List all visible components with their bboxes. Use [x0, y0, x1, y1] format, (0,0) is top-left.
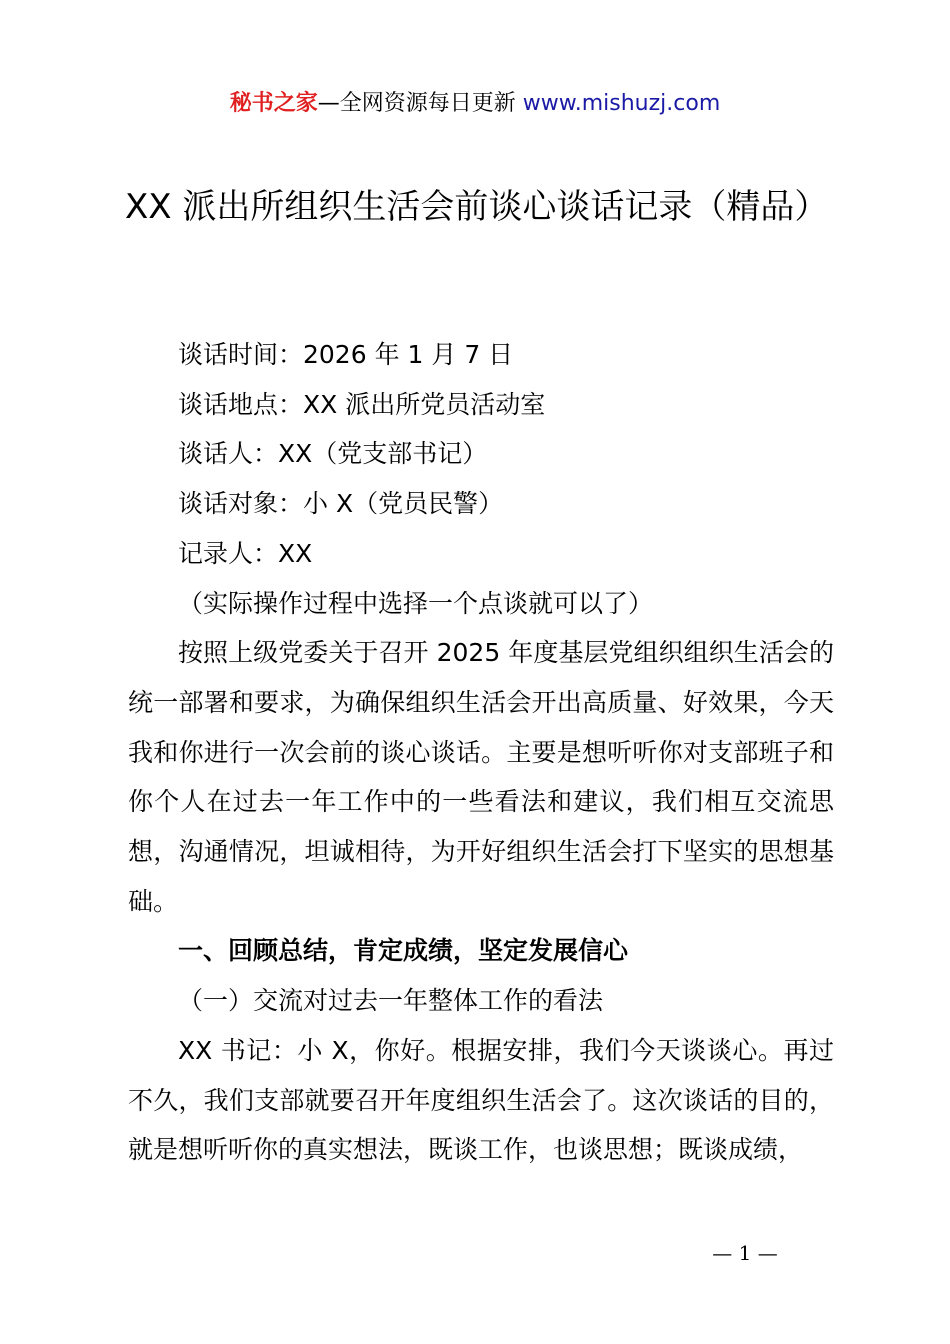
- operation-note: （实际操作过程中选择一个点谈就可以了）: [178, 588, 654, 618]
- intro-paragraph: 按照上级党委关于召开 2025 年度基层党组织组织生活会的统一部署和要求，为确保组织生活会开出高质量、好效果，今天我和你进行一次会前的谈心谈话。主要是想听听你对支部班子和你个人在过去一年工作中的一些看法和建议，我们相互交流思想，沟通情况，坦诚相待，为开好组织生活会打下坚实的思想基础。: [128, 638, 834, 916]
- dialogue-paragraph: XX 书记：小 X，你好。根据安排，我们今天谈谈心。再过不久，我们支部就要召开年度组织生活会了。这次谈话的目的，就是想听听你的真实想法，既谈工作，也谈思想；既谈成绩，: [128, 1035, 834, 1165]
- meta-recorder: 记录人：XX: [178, 538, 313, 568]
- brand-name: 秘书之家: [229, 91, 318, 116]
- header-tagline: —全网资源每日更新: [317, 91, 523, 116]
- subsection-heading-1: （一）交流对过去一年整体工作的看法: [178, 986, 604, 1016]
- document-body: [128, 330, 834, 1175]
- meta-talk-location: 谈话地点：XX 派出所党员活动室: [178, 389, 546, 419]
- site-header: [0, 88, 950, 120]
- meta-talk-time: 谈话时间：2026 年 1 月 7 日: [178, 340, 514, 369]
- meta-talker: 谈话人：XX（党支部书记）: [178, 439, 488, 469]
- section-heading-1: 一、回顾总结，肯定成绩，坚定发展信心: [178, 936, 629, 966]
- meta-talk-target: 谈话对象：小 X（党员民警）: [178, 489, 504, 519]
- document-title: XX 派出所组织生活会前谈心谈话记录（精品）: [125, 187, 829, 227]
- page-number: — 1 —: [712, 1241, 778, 1265]
- site-url-link[interactable]: www.mishuzj.com: [522, 91, 721, 116]
